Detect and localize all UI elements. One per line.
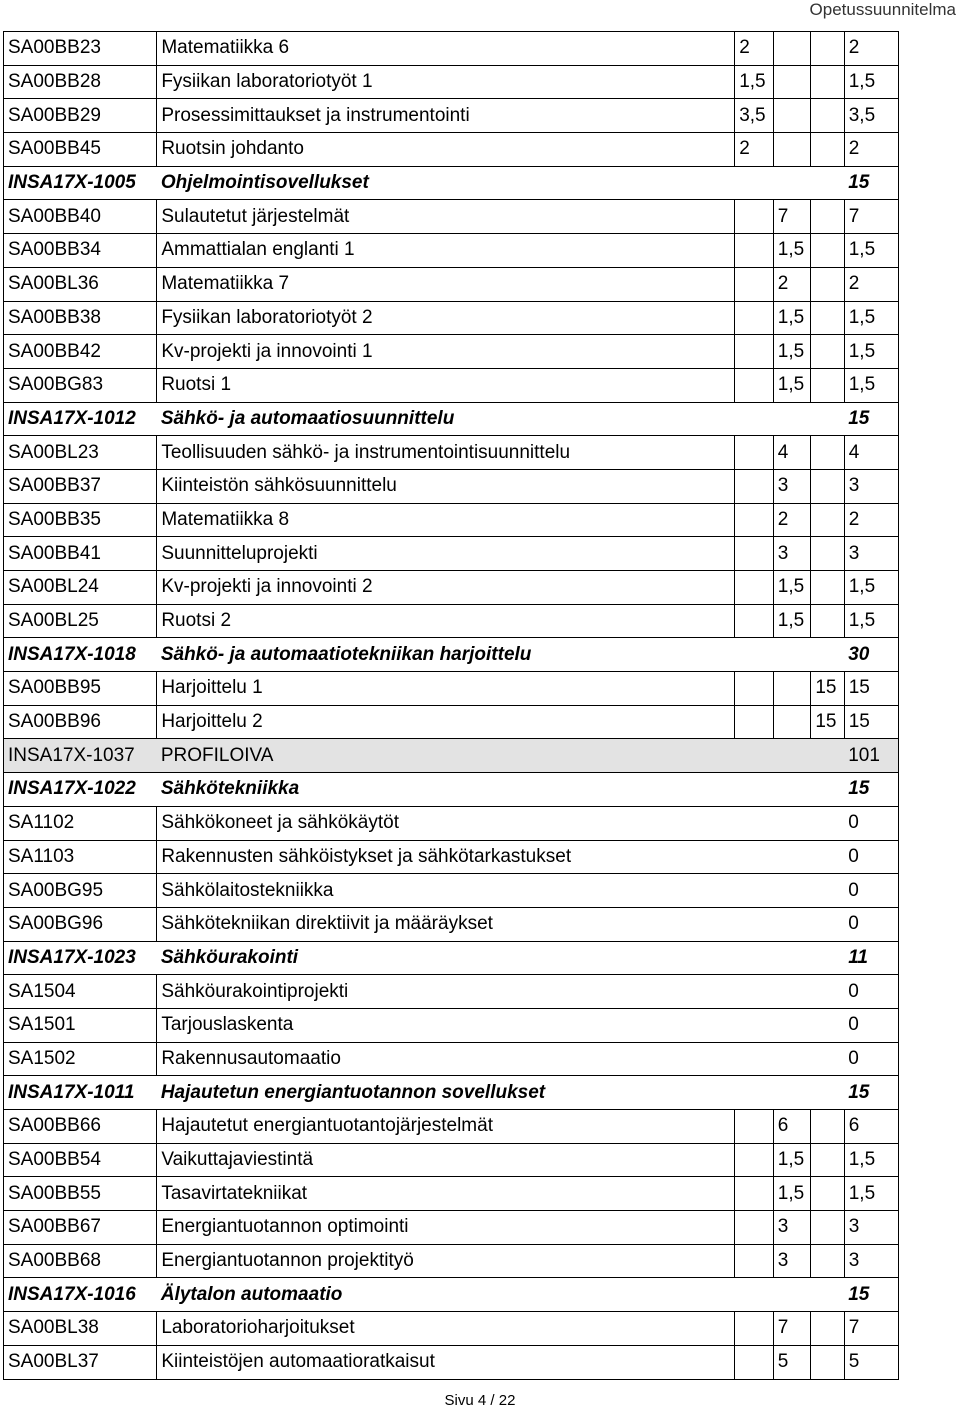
credits-total: 15 <box>844 672 898 706</box>
credits-period <box>811 1312 844 1346</box>
course-code: SA00BB45 <box>4 133 157 167</box>
credits-period: 2 <box>773 267 811 301</box>
credits-period: 1,5 <box>773 301 811 335</box>
course-name: Matematiikka 7 <box>157 267 735 301</box>
course-code: SA00BB28 <box>4 65 157 99</box>
course-code: SA00BG95 <box>4 874 157 908</box>
credits-period: 4 <box>773 436 811 470</box>
course-name: Ruotsin johdanto <box>157 133 735 167</box>
group-row <box>4 638 899 672</box>
course-code: SA00BL37 <box>4 1345 157 1379</box>
credits-period <box>773 672 811 706</box>
credits-period: 3 <box>773 1244 811 1278</box>
credits-period <box>811 571 844 605</box>
credits-period <box>773 65 811 99</box>
course-row <box>4 1244 899 1278</box>
course-row <box>4 200 899 234</box>
credits-total: 0 <box>844 1008 898 1042</box>
credits-period <box>811 133 844 167</box>
credits-total: 101 <box>844 739 898 773</box>
credits-total: 1,5 <box>844 234 898 268</box>
course-row <box>4 65 899 99</box>
credits-period <box>735 571 774 605</box>
course-name: Kiinteistöjen automaatioratkaisut <box>157 1345 735 1379</box>
credits-period <box>811 32 844 66</box>
credits-period: 3 <box>773 1211 811 1245</box>
course-code: SA00BB42 <box>4 335 157 369</box>
course-row <box>4 335 899 369</box>
course-name: Teollisuuden sähkö- ja instrumentointisuunnittelu <box>157 436 735 470</box>
course-row <box>4 133 899 167</box>
credits-period <box>811 503 844 537</box>
course-row <box>4 571 899 605</box>
credits-period <box>773 99 811 133</box>
course-code: SA1502 <box>4 1042 157 1076</box>
course-name: Fysiikan laboratoriotyöt 2 <box>157 301 735 335</box>
credits-period: 1,5 <box>773 1177 811 1211</box>
course-code: INSA17X-1005 <box>4 166 157 200</box>
course-name: Kv-projekti ja innovointi 2 <box>157 571 735 605</box>
credits-period <box>735 604 774 638</box>
credits-period <box>811 99 844 133</box>
course-name: Matematiikka 8 <box>157 503 735 537</box>
course-name: Laboratorioharjoitukset <box>157 1312 735 1346</box>
course-code: SA00BB66 <box>4 1110 157 1144</box>
course-code: SA00BG83 <box>4 368 157 402</box>
course-name: Sähkö- ja automaatiotekniikan harjoittelu <box>157 638 844 672</box>
credits-total: 1,5 <box>844 65 898 99</box>
credits-period <box>811 200 844 234</box>
group-row <box>4 1076 899 1110</box>
course-row <box>4 672 899 706</box>
credits-period <box>735 469 774 503</box>
course-row <box>4 99 899 133</box>
course-row <box>4 840 899 874</box>
course-code: INSA17X-1022 <box>4 773 157 807</box>
course-code: SA00BB35 <box>4 503 157 537</box>
course-name: Fysiikan laboratoriotyöt 1 <box>157 65 735 99</box>
course-row <box>4 1143 899 1177</box>
credits-period <box>811 1177 844 1211</box>
document-header-title: Opetussuunnitelma <box>809 0 956 19</box>
course-code: SA00BB95 <box>4 672 157 706</box>
credits-period: 3 <box>773 469 811 503</box>
course-code: SA00BB23 <box>4 32 157 66</box>
course-code: SA00BL24 <box>4 571 157 605</box>
course-row <box>4 537 899 571</box>
course-code: SA1103 <box>4 840 157 874</box>
group-row <box>4 166 899 200</box>
credits-total: 3 <box>844 537 898 571</box>
course-row <box>4 1042 899 1076</box>
course-name: Sähkötekniikka <box>157 773 844 807</box>
credits-total: 0 <box>844 806 898 840</box>
course-row <box>4 874 899 908</box>
group-row <box>4 773 899 807</box>
course-row <box>4 1177 899 1211</box>
credits-period <box>811 267 844 301</box>
credits-total: 7 <box>844 1312 898 1346</box>
course-code: INSA17X-1012 <box>4 402 157 436</box>
credits-period <box>735 537 774 571</box>
credits-period <box>735 1211 774 1245</box>
credits-period <box>811 1244 844 1278</box>
course-row <box>4 604 899 638</box>
credits-period: 1,5 <box>773 604 811 638</box>
course-code: SA00BL23 <box>4 436 157 470</box>
course-name: Älytalon automaatio <box>157 1278 844 1312</box>
course-name: Prosessimittaukset ja instrumentointi <box>157 99 735 133</box>
page-number: Sivu 4 / 22 <box>444 1392 516 1409</box>
course-name: Sähkölaitostekniikka <box>157 874 844 908</box>
credits-total: 2 <box>844 267 898 301</box>
credits-period: 15 <box>811 705 844 739</box>
credits-total: 4 <box>844 436 898 470</box>
credits-period: 1,5 <box>773 234 811 268</box>
course-name: PROFILOIVA <box>157 739 844 773</box>
credits-period <box>735 1177 774 1211</box>
credits-total: 3 <box>844 469 898 503</box>
credits-period <box>773 32 811 66</box>
credits-period <box>735 503 774 537</box>
course-name: Ruotsi 2 <box>157 604 735 638</box>
course-name: Hajautetun energiantuotannon sovellukset <box>157 1076 844 1110</box>
course-code: SA1501 <box>4 1008 157 1042</box>
credits-total: 3,5 <box>844 99 898 133</box>
credits-total: 2 <box>844 32 898 66</box>
course-row <box>4 368 899 402</box>
course-row <box>4 267 899 301</box>
credits-period <box>811 436 844 470</box>
course-name: Sähkötekniikan direktiivit ja määräykset <box>157 907 844 941</box>
course-name: Hajautetut energiantuotantojärjestelmät <box>157 1110 735 1144</box>
course-row <box>4 469 899 503</box>
credits-period <box>811 1211 844 1245</box>
credits-total: 2 <box>844 133 898 167</box>
course-name: Harjoittelu 2 <box>157 705 735 739</box>
credits-period <box>811 604 844 638</box>
course-name: Energiantuotannon projektityö <box>157 1244 735 1278</box>
credits-period <box>811 537 844 571</box>
course-name: Suunnitteluprojekti <box>157 537 735 571</box>
course-name: Rakennusten sähköistykset ja sähkötarkastukset <box>157 840 844 874</box>
credits-total: 1,5 <box>844 301 898 335</box>
course-code: SA00BL36 <box>4 267 157 301</box>
credits-period <box>735 301 774 335</box>
credits-period: 3,5 <box>735 99 774 133</box>
course-code: INSA17X-1023 <box>4 941 157 975</box>
credits-period <box>811 368 844 402</box>
credits-total: 1,5 <box>844 1143 898 1177</box>
credits-total: 15 <box>844 1076 898 1110</box>
credits-period: 1,5 <box>773 1143 811 1177</box>
course-name: Sulautetut järjestelmät <box>157 200 735 234</box>
credits-period: 1,5 <box>773 335 811 369</box>
course-code: SA00BB54 <box>4 1143 157 1177</box>
credits-total: 15 <box>844 402 898 436</box>
course-name: Sähköurakointiprojekti <box>157 975 844 1009</box>
course-row <box>4 1312 899 1346</box>
credits-total: 15 <box>844 773 898 807</box>
course-name: Ohjelmointisovellukset <box>157 166 844 200</box>
credits-period <box>735 705 774 739</box>
credits-period: 7 <box>773 1312 811 1346</box>
credits-total: 15 <box>844 1278 898 1312</box>
credits-total: 0 <box>844 840 898 874</box>
course-name: Rakennusautomaatio <box>157 1042 844 1076</box>
course-row <box>4 1008 899 1042</box>
credits-total: 1,5 <box>844 335 898 369</box>
course-name: Matematiikka 6 <box>157 32 735 66</box>
course-row <box>4 234 899 268</box>
course-code: SA00BL38 <box>4 1312 157 1346</box>
credits-period <box>735 1244 774 1278</box>
credits-total: 1,5 <box>844 604 898 638</box>
course-row <box>4 975 899 1009</box>
group-row <box>4 1278 899 1312</box>
credits-total: 11 <box>844 941 898 975</box>
curriculum-table <box>3 31 899 1380</box>
credits-period <box>811 65 844 99</box>
credits-period <box>735 1345 774 1379</box>
course-row <box>4 1211 899 1245</box>
credits-period: 2 <box>735 32 774 66</box>
course-row <box>4 907 899 941</box>
credits-total: 1,5 <box>844 1177 898 1211</box>
course-code: SA1504 <box>4 975 157 1009</box>
credits-total: 15 <box>844 705 898 739</box>
credits-period <box>735 1110 774 1144</box>
credits-period <box>735 335 774 369</box>
credits-period <box>735 234 774 268</box>
course-name: Energiantuotannon optimointi <box>157 1211 735 1245</box>
course-code: SA00BB55 <box>4 1177 157 1211</box>
credits-period <box>773 705 811 739</box>
course-code: SA00BB29 <box>4 99 157 133</box>
course-name: Tarjouslaskenta <box>157 1008 844 1042</box>
course-row <box>4 32 899 66</box>
credits-period: 3 <box>773 537 811 571</box>
credits-total: 7 <box>844 200 898 234</box>
course-code: SA00BB41 <box>4 537 157 571</box>
credits-period <box>811 469 844 503</box>
group-row <box>4 941 899 975</box>
credits-period <box>735 200 774 234</box>
course-code: SA1102 <box>4 806 157 840</box>
course-name: Harjoittelu 1 <box>157 672 735 706</box>
course-code: INSA17X-1011 <box>4 1076 157 1110</box>
course-name: Ruotsi 1 <box>157 368 735 402</box>
course-code: SA00BB38 <box>4 301 157 335</box>
course-row <box>4 806 899 840</box>
course-row <box>4 301 899 335</box>
course-code: INSA17X-1018 <box>4 638 157 672</box>
credits-period <box>811 301 844 335</box>
credits-total: 0 <box>844 874 898 908</box>
credits-period: 5 <box>773 1345 811 1379</box>
credits-period: 2 <box>773 503 811 537</box>
credits-total: 0 <box>844 907 898 941</box>
credits-period <box>811 1110 844 1144</box>
course-code: SA00BB67 <box>4 1211 157 1245</box>
credits-total: 2 <box>844 503 898 537</box>
credits-period <box>811 335 844 369</box>
course-name: Tasavirtatekniikat <box>157 1177 735 1211</box>
credits-period: 6 <box>773 1110 811 1144</box>
course-code: SA00BB40 <box>4 200 157 234</box>
credits-period: 1,5 <box>773 571 811 605</box>
credits-period <box>735 368 774 402</box>
credits-period: 7 <box>773 200 811 234</box>
course-row <box>4 436 899 470</box>
course-code: INSA17X-1016 <box>4 1278 157 1312</box>
course-name: Sähkökoneet ja sähkökäytöt <box>157 806 844 840</box>
credits-period: 15 <box>811 672 844 706</box>
credits-period <box>811 1143 844 1177</box>
course-code: SA00BB96 <box>4 705 157 739</box>
course-code: SA00BL25 <box>4 604 157 638</box>
course-row <box>4 503 899 537</box>
credits-total: 3 <box>844 1244 898 1278</box>
course-code: SA00BB37 <box>4 469 157 503</box>
course-code: INSA17X-1037 <box>4 739 157 773</box>
course-name: Ammattialan englanti 1 <box>157 234 735 268</box>
credits-period <box>735 672 774 706</box>
credits-period: 1,5 <box>773 368 811 402</box>
credits-period: 1,5 <box>735 65 774 99</box>
credits-total: 3 <box>844 1211 898 1245</box>
course-name: Kv-projekti ja innovointi 1 <box>157 335 735 369</box>
credits-period <box>735 267 774 301</box>
course-code: SA00BG96 <box>4 907 157 941</box>
course-name: Sähköurakointi <box>157 941 844 975</box>
credits-period <box>811 234 844 268</box>
credits-period <box>735 1312 774 1346</box>
credits-total: 1,5 <box>844 571 898 605</box>
credits-total: 0 <box>844 1042 898 1076</box>
credits-total: 0 <box>844 975 898 1009</box>
credits-period <box>735 1143 774 1177</box>
course-row <box>4 1345 899 1379</box>
credits-period <box>773 133 811 167</box>
course-code: SA00BB68 <box>4 1244 157 1278</box>
credits-period <box>811 1345 844 1379</box>
course-row <box>4 1110 899 1144</box>
profile-row <box>4 739 899 773</box>
group-row <box>4 402 899 436</box>
course-name: Kiinteistön sähkösuunnittelu <box>157 469 735 503</box>
credits-total: 15 <box>844 166 898 200</box>
credits-total: 5 <box>844 1345 898 1379</box>
credits-total: 6 <box>844 1110 898 1144</box>
credits-period: 2 <box>735 133 774 167</box>
course-name: Vaikuttajaviestintä <box>157 1143 735 1177</box>
course-row <box>4 705 899 739</box>
credits-total: 1,5 <box>844 368 898 402</box>
course-name: Sähkö- ja automaatiosuunnittelu <box>157 402 844 436</box>
credits-period <box>735 436 774 470</box>
credits-total: 30 <box>844 638 898 672</box>
course-code: SA00BB34 <box>4 234 157 268</box>
